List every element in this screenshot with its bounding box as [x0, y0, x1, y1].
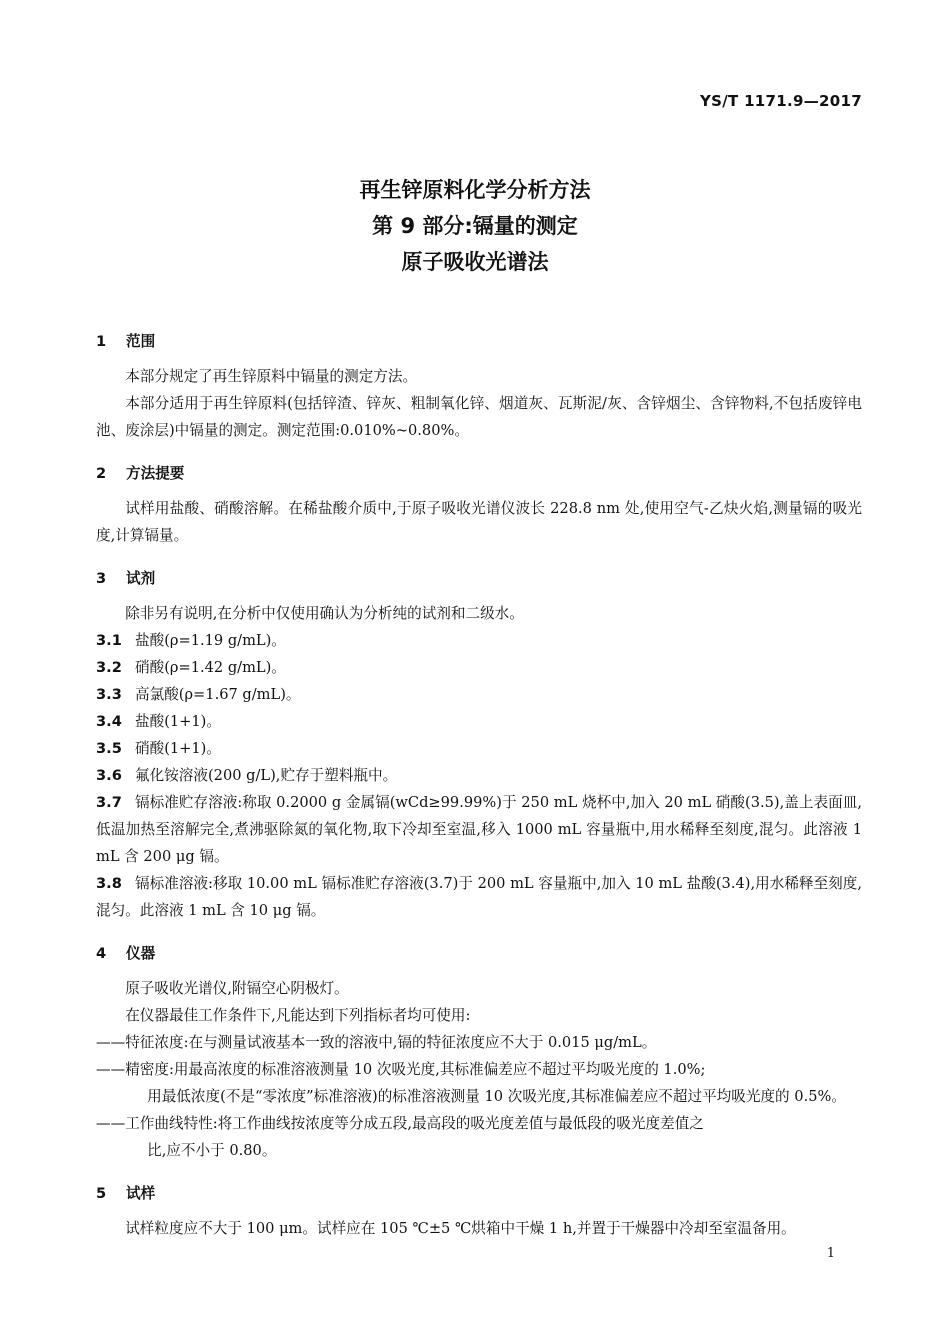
reagent-item	[96, 870, 862, 924]
section-heading-2	[96, 460, 862, 487]
dash-item: ——工作曲线特性:将工作曲线按浓度等分成五段,最高段的吸光度差值与最低段的吸光度差值之	[96, 1115, 704, 1132]
item-text: 盐酸(ρ=1.19 g/mL)。	[135, 632, 286, 649]
section-heading-3	[96, 565, 862, 592]
paragraph: 除非另有说明,在分析中仅使用确认为分析纯的试剂和二级水。	[125, 605, 524, 622]
title-line-2: 第 9 部分:镉量的测定	[372, 214, 578, 238]
item-number: 3.7	[96, 794, 122, 811]
paragraph: 本部分适用于再生锌原料(包括锌渣、锌灰、粗制氧化锌、烟道灰、瓦斯泥/灰、含锌烟尘、含锌物料,不包括废锌电池、废涂层)中镉量的测定。测定范围:0.010%~0.80%。	[96, 395, 862, 439]
reagent-item	[96, 654, 862, 681]
section-heading-1	[96, 328, 862, 355]
section-title: 试剂	[126, 570, 156, 587]
section-number: 5	[96, 1185, 107, 1202]
item-text: 硝酸(ρ=1.42 g/mL)。	[135, 659, 286, 676]
reagent-item	[96, 789, 862, 870]
dash-item: ——特征浓度:在与测量试液基本一致的溶液中,镉的特征浓度应不大于 0.015 μg/mL。	[96, 1034, 657, 1051]
item-number: 3.8	[96, 875, 122, 892]
item-number: 3.6	[96, 767, 122, 784]
section-number: 3	[96, 570, 107, 587]
paragraph: 在仪器最佳工作条件下,凡能达到下列指标者均可使用:	[125, 1007, 471, 1024]
dash-item: ——精密度:用最高浓度的标准溶液测量 10 次吸光度,其标准偏差应不超过平均吸光度的 1.0%;	[96, 1061, 706, 1078]
section-number: 1	[96, 333, 107, 350]
paragraph: 本部分规定了再生锌原料中镉量的测定方法。	[125, 368, 418, 385]
item-text: 镉标准贮存溶液:称取 0.2000 g 金属镉(wCd≥99.99%)于 250 mL 烧杯中,加入 20 mL 硝酸(3.5),盖上表面皿,低温加热至溶解完全,煮沸驱除氮的氧化物,取下冷却至室温,移入 1000 mL 容量瓶中,用水稀释至刻度,混匀。此溶液 1 mL 含 200 μg 镉。	[96, 794, 862, 865]
item-text: 高氯酸(ρ=1.67 g/mL)。	[135, 686, 301, 703]
reagent-item	[96, 762, 862, 789]
dash-item-continuation: 比,应不小于 0.80。	[147, 1142, 277, 1159]
item-text: 氟化铵溶液(200 g/L),贮存于塑料瓶中。	[135, 767, 398, 784]
standard-code: YS/T 1171.9—2017	[699, 92, 862, 110]
item-number: 3.2	[96, 659, 122, 676]
reagent-item	[96, 681, 862, 708]
section-title: 范围	[126, 333, 156, 350]
reagent-item	[96, 735, 862, 762]
dash-item-continuation: 用最低浓度(不是“零浓度”标准溶液)的标准溶液测量 10 次吸光度,其标准偏差应不超过平均吸光度的 0.5%。	[147, 1088, 846, 1105]
section-title: 仪器	[126, 945, 156, 962]
paragraph: 试样粒度应不大于 100 μm。试样应在 105 ℃±5 ℃烘箱中干燥 1 h,并置于干燥器中冷却至室温备用。	[125, 1220, 796, 1237]
item-text: 镉标准溶液:移取 10.00 mL 镉标准贮存溶液(3.7)于 200 mL 容量瓶中,加入 10 mL 盐酸(3.4),用水稀释至刻度,混匀。此溶液 1 mL 含 10 μg 镉。	[96, 875, 862, 919]
item-number: 3.1	[96, 632, 122, 649]
section-title: 方法提要	[126, 465, 185, 482]
section-title: 试样	[126, 1185, 156, 1202]
section-number: 4	[96, 945, 107, 962]
paragraph: 原子吸收光谱仪,附镉空心阴极灯。	[125, 980, 349, 997]
item-number: 3.4	[96, 713, 122, 730]
item-number: 3.5	[96, 740, 122, 757]
document-title	[0, 172, 950, 280]
item-text: 盐酸(1+1)。	[135, 713, 221, 730]
document-body	[96, 322, 862, 1242]
item-number: 3.3	[96, 686, 122, 703]
section-heading-4	[96, 940, 862, 967]
paragraph: 试样用盐酸、硝酸溶解。在稀盐酸介质中,于原子吸收光谱仪波长 228.8 nm 处,使用空气-乙炔火焰,测量镉的吸光度,计算镉量。	[96, 500, 862, 544]
section-number: 2	[96, 465, 107, 482]
title-line-1: 再生锌原料化学分析方法	[359, 178, 591, 202]
title-line-3: 原子吸收光谱法	[401, 250, 549, 274]
reagent-item	[96, 708, 862, 735]
section-heading-5	[96, 1180, 862, 1207]
reagent-item	[96, 627, 862, 654]
item-text: 硝酸(1+1)。	[135, 740, 221, 757]
page-number: 1	[826, 1246, 835, 1261]
